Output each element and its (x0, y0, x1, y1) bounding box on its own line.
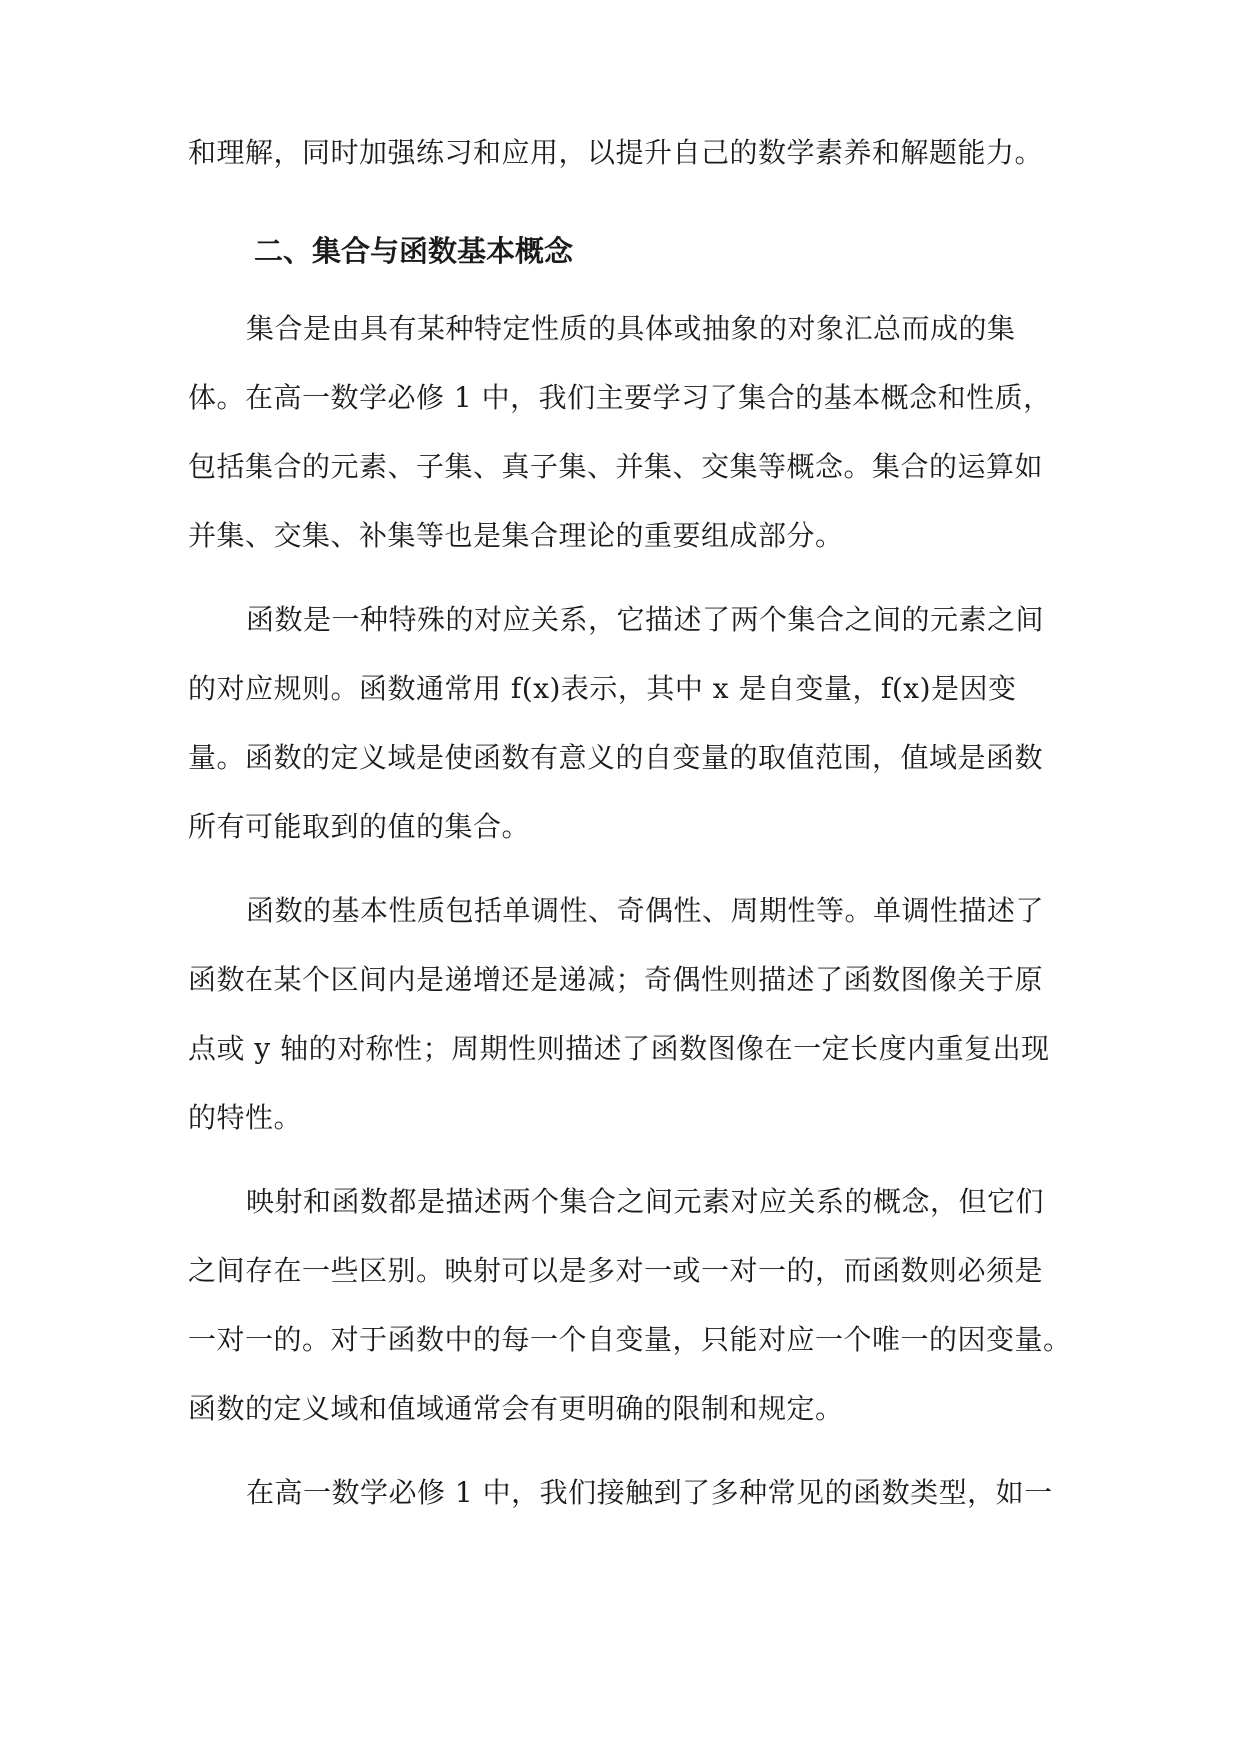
paragraph-line: 所有可能取到的值的集合。 (188, 810, 531, 843)
paragraph-line: 映射和函数都是描述两个集合之间元素对应关系的概念，但它们 (246, 1185, 1045, 1218)
paragraph-line: 体。在高一数学必修 1 中，我们主要学习了集合的基本概念和性质， (188, 381, 1052, 414)
paragraph-line: 函数在某个区间内是递增还是递减；奇偶性则描述了函数图像关于原 (188, 963, 1044, 996)
paragraph-line: 点或 y 轴的对称性；周期性则描述了函数图像在一定长度内重复出现 (188, 1032, 1050, 1065)
paragraph-line: 集合是由具有某种特定性质的具体或抽象的对象汇总而成的集 (246, 312, 1016, 345)
paragraph-line: 之间存在一些区别。映射可以是多对一或一对一的，而函数则必须是 (188, 1254, 1044, 1287)
paragraph-line: 函数的基本性质包括单调性、奇偶性、周期性等。单调性描述了 (246, 894, 1045, 927)
section-heading: 二、集合与函数基本概念 (254, 234, 574, 268)
paragraph-line: 并集、交集、补集等也是集合理论的重要组成部分。 (188, 519, 844, 552)
paragraph-line: 在高一数学必修 1 中，我们接触到了多种常见的函数类型，如一 (246, 1476, 1053, 1509)
paragraph-line: 一对一的。对于函数中的每一个自变量，只能对应一个唯一的因变量。 (188, 1323, 1072, 1356)
paragraph-line: 的对应规则。函数通常用 f(x)表示，其中 x 是自变量，f(x)是因变 (188, 672, 1017, 705)
paragraph-line: 函数是一种特殊的对应关系，它描述了两个集合之间的元素之间 (246, 603, 1045, 636)
paragraph-line: 的特性。 (188, 1101, 303, 1134)
paragraph-line: 量。函数的定义域是使函数有意义的自变量的取值范围，值域是函数 (188, 741, 1044, 774)
paragraph-line: 函数的定义域和值域通常会有更明确的限制和规定。 (188, 1392, 844, 1425)
paragraph-line: 和理解，同时加强练习和应用，以提升自己的数学素养和解题能力。 (188, 136, 1044, 169)
paragraph-line: 包括集合的元素、子集、真子集、并集、交集等概念。集合的运算如 (188, 450, 1044, 483)
